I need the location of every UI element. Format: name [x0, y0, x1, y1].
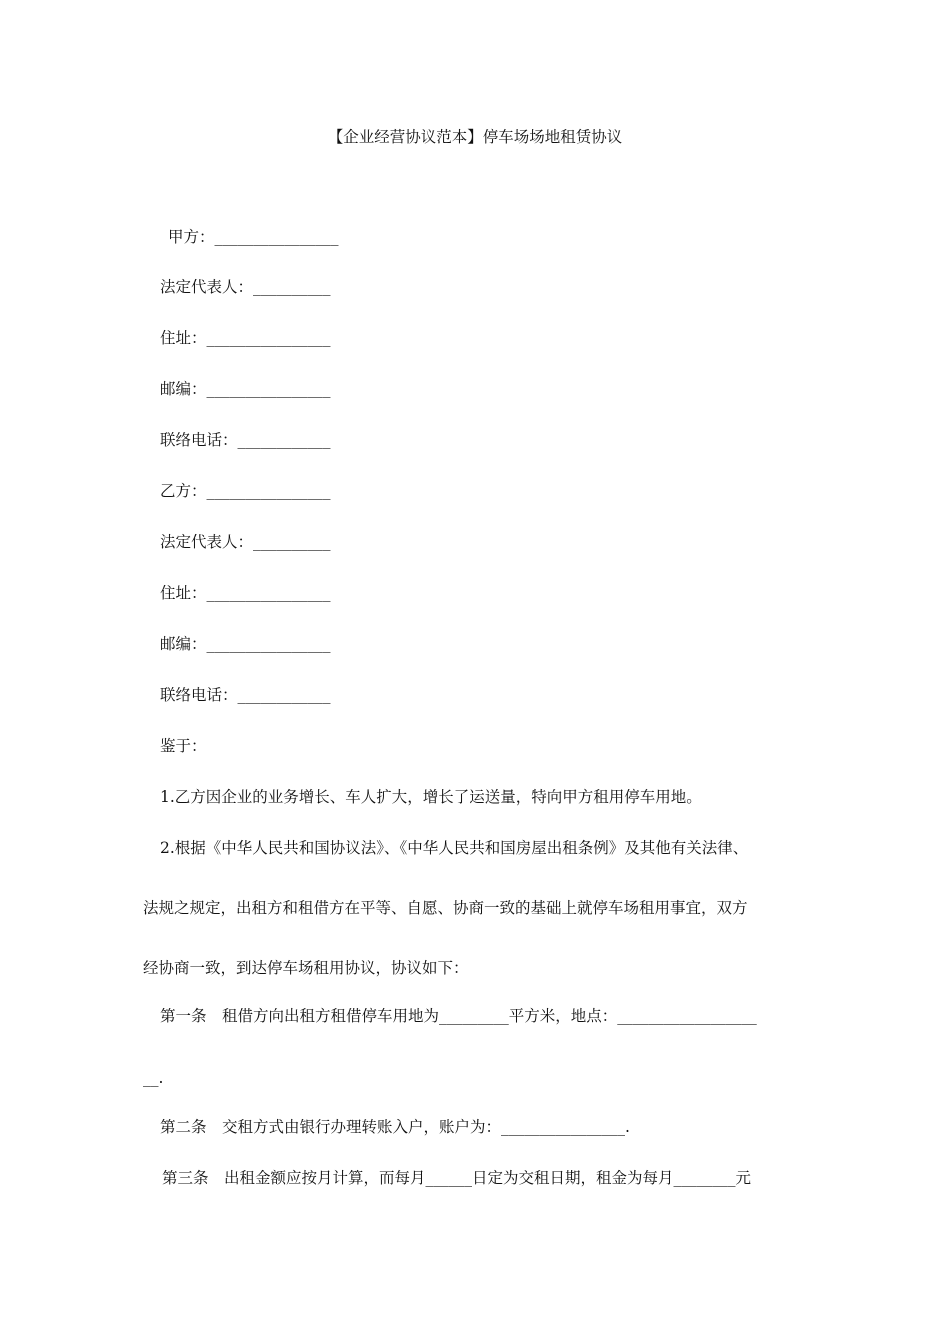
recital-1: 1.乙方因企业的业务增长、车人扩大，增长了运送量，特向甲方租用停车用地。	[160, 788, 702, 806]
recital-2-line-1: 2.根据《中华人民共和国协议法》、《中华人民共和国房屋出租条例》及其他有关法律、	[160, 839, 749, 857]
party-a-address-line: 住址：________________	[160, 329, 331, 347]
article-2: 第二条 交租方式由银行办理转账入户，账户为：________________.	[160, 1118, 630, 1136]
recital-2-line-2: 法规之规定，出租方和租借方在平等、自愿、协商一致的基础上就停车场租用事宜，双方	[143, 899, 748, 917]
party-b-representative-line: 法定代表人：__________	[160, 533, 331, 551]
article-1-line-2: __.	[143, 1069, 164, 1087]
article-1-line-1: 第一条 租借方向出租方租借停车用地为_________平方米，地点：__________________	[160, 1007, 757, 1025]
party-a-phone-line: 联络电话：____________	[160, 431, 331, 449]
recital-2-line-3: 经协商一致，到达停车场租用协议，协议如下：	[143, 959, 469, 977]
party-a-postcode-line: 邮编：________________	[160, 380, 331, 398]
party-a-representative-line: 法定代表人：__________	[160, 278, 331, 296]
party-b-phone-line: 联络电话：____________	[160, 686, 331, 704]
party-b-postcode-line: 邮编：________________	[160, 635, 331, 653]
article-3: 第三条 出租金额应按月计算，而每月______日定为交租日期，租金为每月________元	[162, 1169, 752, 1187]
party-a-name-line: 甲方：________________	[168, 228, 339, 246]
document-title: 【企业经营协议范本】停车场场地租赁协议	[327, 128, 623, 146]
party-b-name-line: 乙方：________________	[160, 482, 331, 500]
party-b-address-line: 住址：________________	[160, 584, 331, 602]
whereas-heading: 鉴于：	[160, 737, 207, 755]
